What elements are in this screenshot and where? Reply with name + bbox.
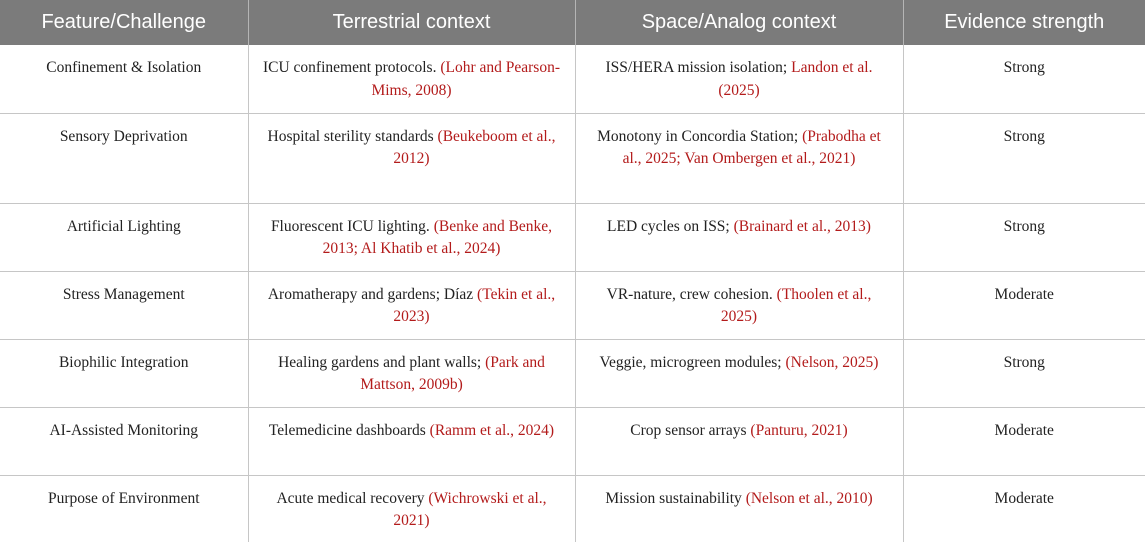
cell-text: Aromatherapy and gardens; Díaz — [267, 285, 478, 303]
citation-link[interactable]: (Beukeboom et al., 2012) — [393, 127, 556, 167]
feature-cell: Biophilic Integration — [0, 339, 248, 407]
cell-text: ISS/HERA mission isolation; — [605, 59, 792, 76]
cell-text: LED cycles on ISS; — [607, 217, 734, 235]
table-row — [0, 407, 1145, 475]
header-space: Space/Analog context — [575, 0, 903, 45]
cell-text: Veggie, microgreen modules; — [599, 353, 786, 371]
space-cell — [575, 203, 903, 271]
terrestrial-cell — [248, 203, 575, 271]
cell-text: Fluorescent ICU lighting. — [270, 217, 434, 235]
terrestrial-cell — [248, 113, 575, 203]
cell-text: Crop sensor arrays — [630, 421, 751, 439]
terrestrial-cell — [248, 45, 575, 113]
citation-link[interactable]: (Tekin et al., 2023) — [393, 285, 556, 325]
space-cell — [575, 407, 903, 475]
table-row — [0, 271, 1145, 339]
table-row — [0, 113, 1145, 203]
cell-text: Acute medical recovery — [276, 489, 429, 507]
cell-text: Telemedicine dashboards — [268, 421, 430, 439]
space-cell — [575, 45, 903, 113]
terrestrial-cell — [248, 339, 575, 407]
terrestrial-cell — [248, 475, 575, 542]
citation-link[interactable]: Van Ombergen et al., 2021) — [684, 150, 856, 167]
space-cell — [575, 339, 903, 407]
feature-cell: Purpose of Environment — [0, 475, 248, 542]
terrestrial-cell — [248, 407, 575, 475]
feature-cell: Sensory Deprivation — [0, 113, 248, 203]
citation-link[interactable]: (Wichrowski et al., 2021) — [393, 489, 547, 529]
citation-link[interactable]: (Ramm et al., 2024) — [429, 421, 555, 439]
citation-link[interactable]: (Brainard et al., 2013) — [733, 217, 871, 235]
table-row — [0, 475, 1145, 542]
table-body — [0, 45, 1145, 542]
citation-link[interactable]: (Thoolen et al., 2025) — [720, 285, 872, 325]
citation-link[interactable]: Al Khatib et al., 2024) — [360, 240, 501, 257]
citation-link[interactable]: (Park and Mattson, 2009b) — [360, 353, 545, 393]
header-feature: Feature/Challenge — [0, 0, 248, 45]
citation-link[interactable]: (Panturu, 2021) — [750, 421, 848, 439]
table-row — [0, 45, 1145, 113]
header-row — [0, 0, 1145, 45]
space-cell — [575, 271, 903, 339]
feature-cell: Artificial Lighting — [0, 203, 248, 271]
evidence-cell: Strong — [903, 45, 1145, 113]
citation-link[interactable]: (Nelson, 2025) — [785, 353, 879, 371]
evidence-cell: Strong — [903, 203, 1145, 271]
citation-link[interactable]: (Lohr and Pearson-Mims, 2008) — [371, 59, 560, 99]
feature-cell: Stress Management — [0, 271, 248, 339]
space-cell — [575, 113, 903, 203]
feature-cell: AI-Assisted Monitoring — [0, 407, 248, 475]
table-row — [0, 203, 1145, 271]
cell-text: Healing gardens and plant walls; — [278, 353, 486, 371]
evidence-cell: Moderate — [903, 271, 1145, 339]
citation-link[interactable]: (Nelson et al., 2010) — [745, 489, 873, 507]
evidence-cell: Moderate — [994, 489, 1054, 507]
cell-text: Hospital sterility standards — [267, 127, 438, 145]
citation-link[interactable]: Landon et al. (2025) — [718, 59, 873, 99]
evidence-cell: Moderate — [903, 407, 1145, 475]
citation-link[interactable]: (Prabodha et al., 2025; — [622, 127, 881, 167]
citation-link[interactable]: (Benke and Benke, 2013; — [322, 217, 553, 257]
space-cell — [575, 475, 903, 542]
terrestrial-cell — [248, 271, 575, 339]
feature-cell: Confinement & Isolation — [0, 45, 248, 113]
cell-text: Mission sustainability — [605, 489, 746, 507]
cell-text: Monotony in Concordia Station; — [597, 127, 803, 145]
table-header — [0, 0, 1145, 45]
evidence-cell: Strong — [903, 339, 1145, 407]
header-terrestrial: Terrestrial context — [248, 0, 575, 45]
header-evidence: Evidence strength — [903, 0, 1145, 45]
cell-text: ICU confinement protocols. — [262, 59, 441, 76]
table-row — [0, 339, 1145, 407]
cell-text: VR-nature, crew cohesion. — [606, 285, 777, 303]
evidence-cell: Strong — [903, 113, 1145, 203]
